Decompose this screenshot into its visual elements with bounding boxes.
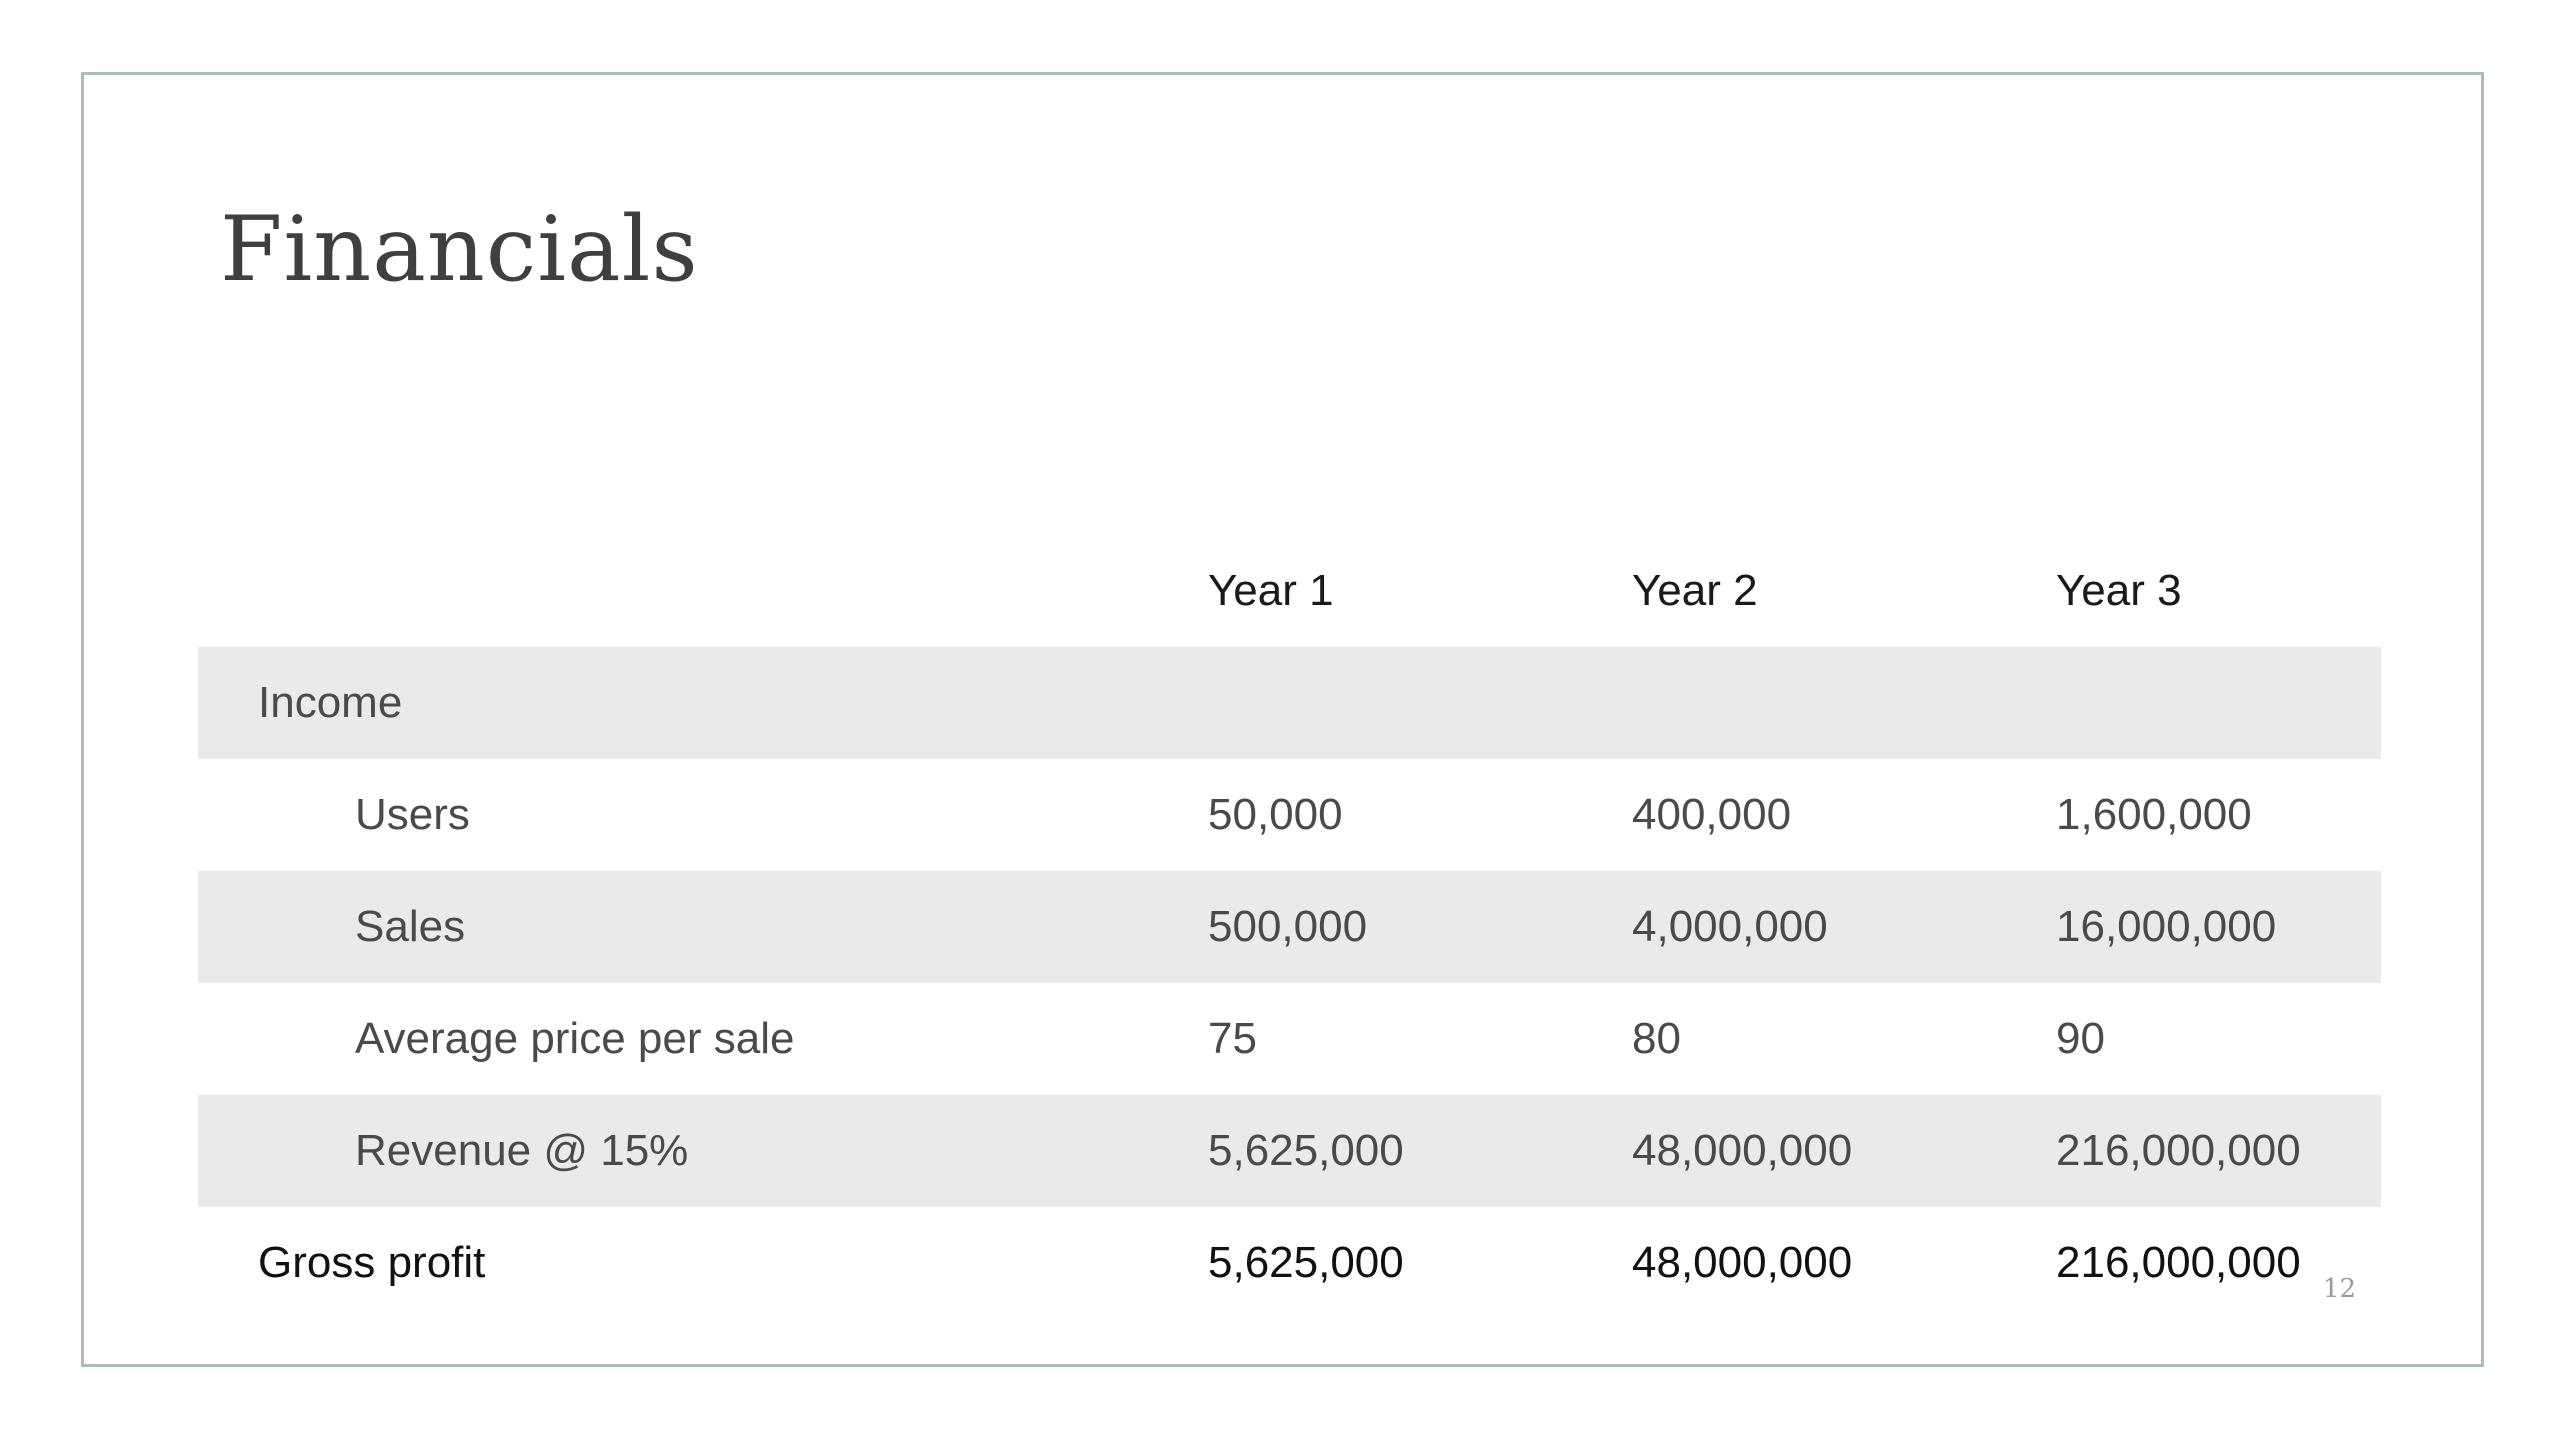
column-header-year-1: Year 1: [1208, 566, 1334, 615]
page-title: Financials: [220, 197, 699, 302]
table-row-average-price: [198, 983, 2381, 1095]
slide: [81, 72, 2484, 1367]
cell-year-3: 216,000,000: [2056, 1126, 2301, 1175]
cell-year-1: 500,000: [1208, 902, 1368, 951]
table-row-revenue: [198, 1095, 2381, 1207]
row-label: Revenue @ 15%: [355, 1126, 689, 1175]
cell-year-1: 50,000: [1208, 790, 1343, 839]
table-row-sales: [198, 871, 2381, 983]
cell-year-2: 48,000,000: [1632, 1126, 1853, 1175]
cell-year-3: 16,000,000: [2056, 902, 2277, 951]
cell-year-1: 5,625,000: [1208, 1126, 1404, 1175]
cell-year-2: 4,000,000: [1632, 902, 1828, 951]
table-row-gross-profit: [198, 1207, 2381, 1319]
table-row-users: [198, 759, 2381, 871]
cell-year-3: 90: [2056, 1014, 2105, 1063]
column-header-year-2: Year 2: [1632, 566, 1758, 615]
cell-year-3: 216,000,000: [2056, 1238, 2301, 1287]
table-header-row: [198, 535, 2381, 647]
page-number: 12: [2322, 1274, 2356, 1304]
cell-year-1: 75: [1208, 1014, 1257, 1063]
row-label: Sales: [355, 902, 466, 951]
row-label: Gross profit: [258, 1238, 486, 1287]
table-row-income: [198, 647, 2381, 759]
cell-year-2: 80: [1632, 1014, 1681, 1063]
cell-year-2: 48,000,000: [1632, 1238, 1853, 1287]
row-label: Average price per sale: [355, 1014, 795, 1063]
row-label: Income: [258, 678, 403, 727]
cell-year-1: 5,625,000: [1208, 1238, 1404, 1287]
financials-table: [198, 535, 2381, 1319]
cell-year-3: 1,600,000: [2056, 790, 2252, 839]
row-label: Users: [355, 790, 470, 839]
cell-year-2: 400,000: [1632, 790, 1792, 839]
column-header-year-3: Year 3: [2056, 566, 2182, 615]
